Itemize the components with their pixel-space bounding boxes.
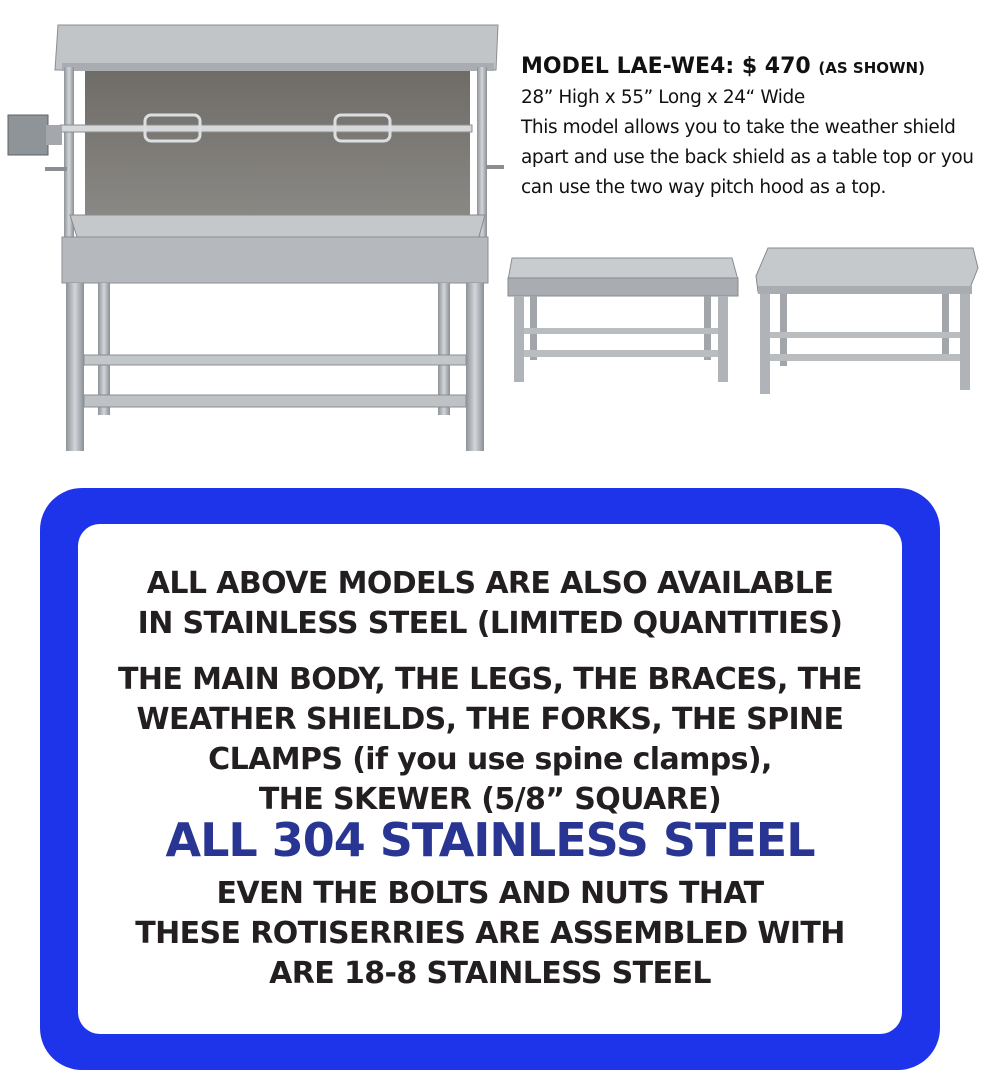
model-price: MODEL LAE-WE4: $ 470 [521, 54, 811, 79]
as-shown-label: (AS SHOWN) [818, 59, 925, 77]
availability-notice [78, 564, 902, 644]
notice-line: ARE 18-8 STAINLESS STEEL [269, 956, 711, 991]
stainless-notice-panel [40, 488, 940, 1070]
notice-line: THE SKEWER (5/8” SQUARE) [258, 782, 722, 817]
notice-line: THE MAIN BODY, THE LEGS, THE BRACES, THE [118, 662, 862, 697]
stainless-emphasis: ALL 304 STAINLESS STEEL [165, 813, 815, 867]
bolts-notice [78, 874, 902, 994]
model-title [521, 52, 983, 83]
rotisserie-product-image [0, 15, 505, 460]
notice-line: WEATHER SHIELDS, THE FORKS, THE SPINE [136, 702, 844, 737]
notice-line: CLAMPS (if you use spine clamps), [208, 742, 772, 777]
pitch-hood-config-image [748, 240, 980, 400]
components-notice [78, 660, 902, 820]
model-dimensions: 28” High x 55” Long x 24“ Wide [521, 87, 805, 108]
notice-inner-box [78, 524, 902, 1034]
notice-line: ALL ABOVE MODELS ARE ALSO AVAILABLE [146, 566, 834, 601]
table-top-config-image [500, 250, 740, 390]
model-info [521, 52, 983, 203]
notice-line: THESE ROTISERRIES ARE ASSEMBLED WITH [135, 916, 845, 951]
model-description: This model allows you to take the weather shield apart and use the back shield as a table top or you can use the two way pitch hood as a top. [521, 117, 974, 198]
notice-line: IN STAINLESS STEEL (LIMITED QUANTITIES) [137, 606, 843, 641]
notice-line: EVEN THE BOLTS AND NUTS THAT [216, 876, 764, 911]
